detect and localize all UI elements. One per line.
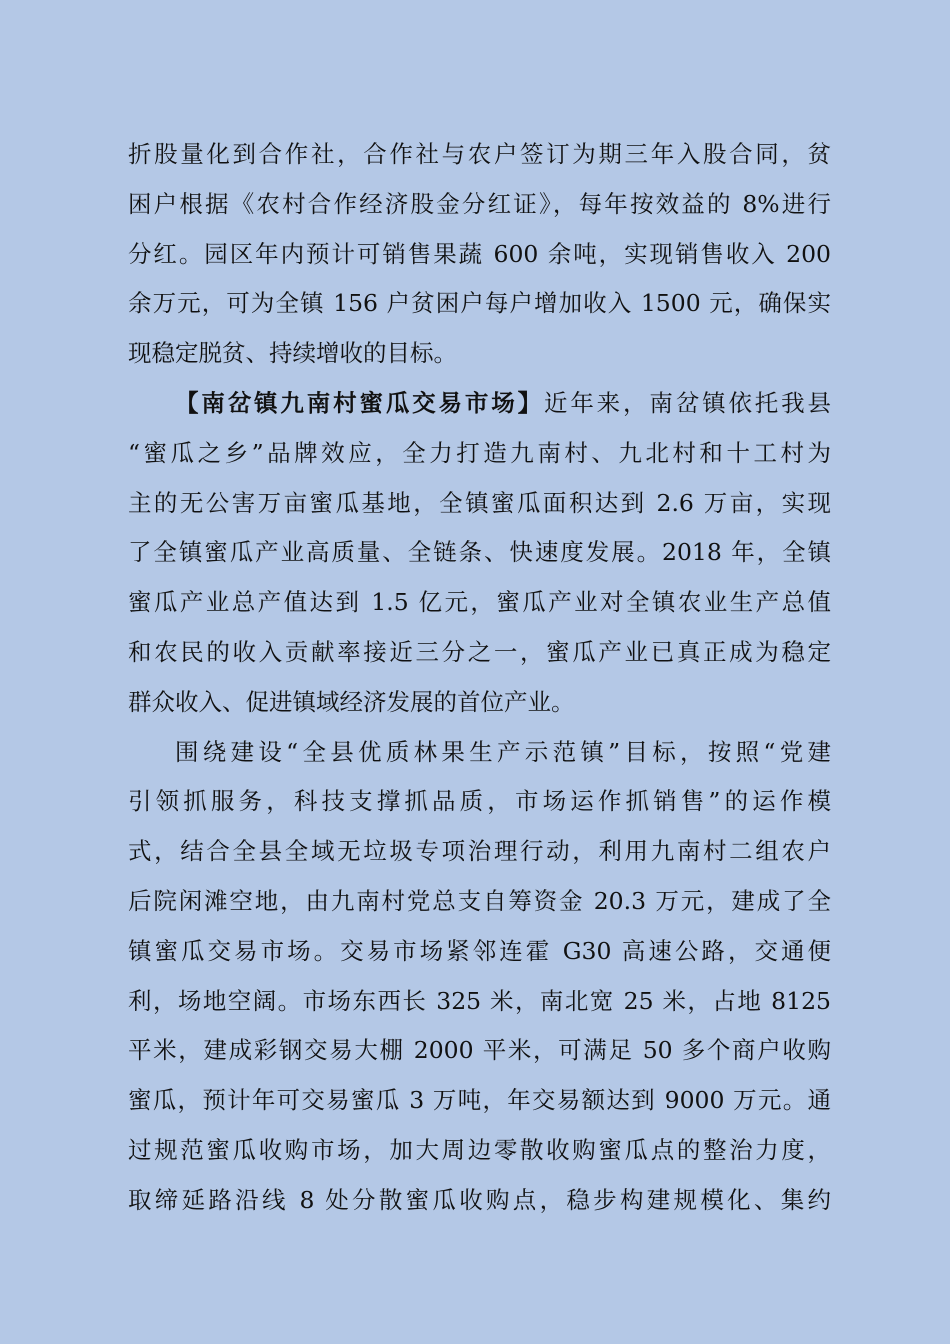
text-line: “蜜瓜之乡”品牌效应，全力打造九南村、九北村和十工村为 xyxy=(128,438,831,467)
text-run: 近年来，南岔镇依托我县 xyxy=(543,388,831,417)
text-line: 折股量化到合作社，合作社与农户签订为期三年入股合同，贫 xyxy=(128,140,831,168)
text-line: 蜜瓜产业总产值达到 1.5 亿元，蜜瓜产业对全镇农业生产总值 xyxy=(128,588,831,617)
paragraph-2 xyxy=(128,379,831,728)
text-line: 利，场地空阔。市场东西长 325 米，南北宽 25 米，占地 8125 xyxy=(128,986,831,1015)
text-line: 取缔延路沿线 8 处分散蜜瓜收购点，稳步构建规模化、集约 xyxy=(128,1185,831,1214)
text-line: 式，结合全县全域无垃圾专项治理行动，利用九南村二组农户 xyxy=(128,837,831,866)
text-line: 过规范蜜瓜收购市场，加大周边零散收购蜜瓜点的整治力度， xyxy=(128,1135,831,1164)
text-line: 了全镇蜜瓜产业高质量、全链条、快速度发展。2018 年，全镇 xyxy=(128,538,831,567)
text-line: 余万元，可为全镇 156 户贫困户每户增加收入 1500 元，确保实 xyxy=(128,289,831,318)
text-line: 镇蜜瓜交易市场。交易市场紧邻连霍 G30 高速公路，交通便 xyxy=(128,936,831,965)
section-heading: 【南岔镇九南村蜜瓜交易市场】 xyxy=(175,388,544,417)
text-line: 分红。园区年内预计可销售果蔬 600 余吨，实现销售收入 200 xyxy=(128,239,831,268)
text-line: 现稳定脱贫、持续增收的目标。 xyxy=(128,339,457,368)
text-line: 引领抓服务，科技支撑抓品质，市场运作抓销售”的运作模 xyxy=(128,787,831,816)
text-line: 围绕建设“全县优质林果生产示范镇”目标，按照“党建 xyxy=(175,737,831,766)
document-body xyxy=(128,130,831,1226)
text-line: 群众收入、促进镇域经济发展的首位产业。 xyxy=(128,687,575,716)
text-line: 后院闲滩空地，由九南村党总支自筹资金 20.3 万元，建成了全 xyxy=(128,886,831,915)
paragraph-1 xyxy=(128,130,831,379)
text-line: 蜜瓜，预计年可交易蜜瓜 3 万吨，年交易额达到 9000 万元。通 xyxy=(128,1086,831,1115)
text-line: 主的无公害万亩蜜瓜基地，全镇蜜瓜面积达到 2.6 万亩，实现 xyxy=(128,488,831,517)
text-line: 平米，建成彩钢交易大棚 2000 平米，可满足 50 多个商户收购 xyxy=(128,1036,831,1065)
text-line xyxy=(128,379,831,429)
text-line: 困户根据《农村合作经济股金分红证》，每年按效益的 8%进行 xyxy=(128,189,831,218)
text-line: 和农民的收入贡献率接近三分之一，蜜瓜产业已真正成为稳定 xyxy=(128,637,831,666)
paragraph-3 xyxy=(128,728,831,1226)
